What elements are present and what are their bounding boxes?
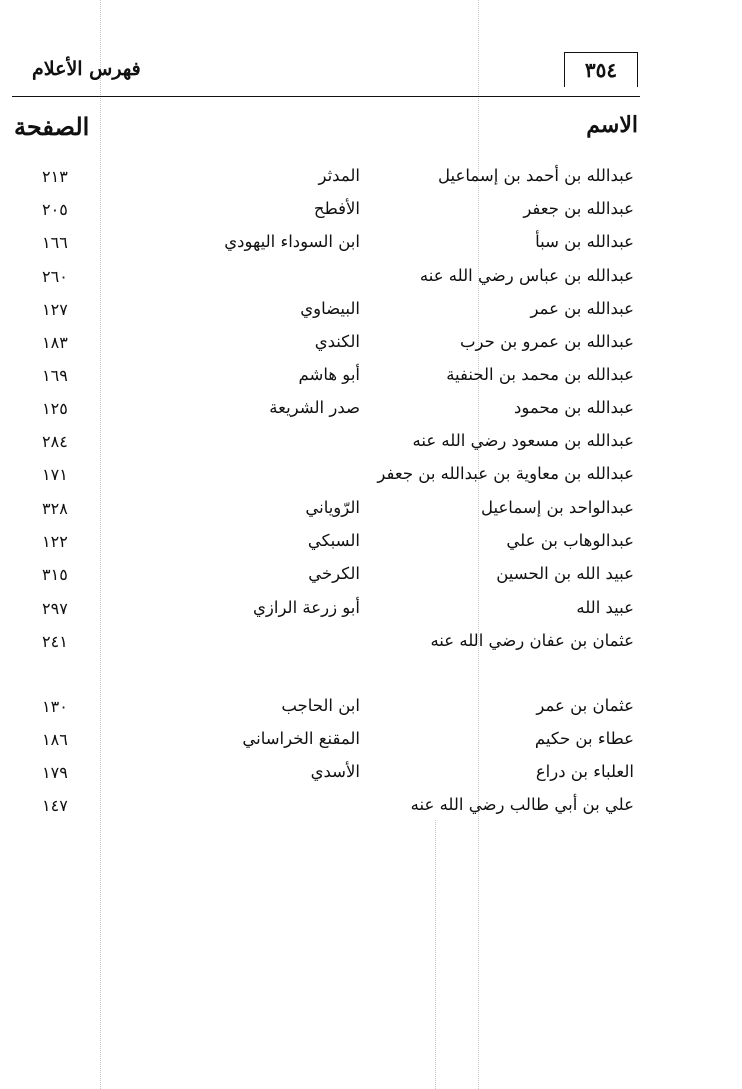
entry-name: عبدالله بن محمود: [514, 398, 634, 417]
entry-page-number: ٣٢٨: [42, 499, 68, 518]
entry-name: عثمان بن عمر: [536, 696, 634, 715]
entry-alias: ابن السوداء اليهودي: [224, 232, 360, 251]
entry-alias: المقنع الخراساني: [242, 729, 360, 748]
entry-page-number: ١٧٩: [42, 763, 68, 782]
entry-page-number: ٢١٣: [42, 167, 68, 186]
index-entry: [0, 758, 742, 790]
index-entry: [0, 361, 742, 393]
index-entry: [0, 791, 742, 823]
entry-name: علي بن أبي طالب رضي الله عنه: [410, 795, 634, 814]
index-entry: [0, 162, 742, 194]
entry-name: عبدالله بن مسعود رضي الله عنه: [412, 431, 634, 450]
entry-page-number: ١٨٣: [42, 333, 68, 352]
index-entry: [0, 262, 742, 294]
entry-name: عثمان بن عفان رضي الله عنه: [430, 631, 634, 650]
index-entry: [0, 427, 742, 459]
entry-page-number: ٣١٥: [42, 565, 68, 584]
entry-name: عبدالله بن محمد بن الحنفية: [446, 365, 634, 384]
entry-page-number: ١٢٥: [42, 399, 68, 418]
entry-page-number: ٢٨٤: [42, 432, 68, 451]
entry-name: عبدالله بن عمرو بن حرب: [460, 332, 634, 351]
entry-name: عبدالواحد بن إسماعيل: [480, 498, 634, 517]
index-entry: [0, 692, 742, 724]
entry-alias: أبو زرعة الرازي: [252, 598, 360, 617]
page-column-header: الصفحة: [14, 112, 90, 141]
entry-page-number: ١٦٩: [42, 366, 68, 385]
entry-name: عبدالله بن عمر: [530, 299, 634, 318]
entry-page-number: ١٢٢: [42, 532, 68, 551]
entry-page-number: ١٨٦: [42, 730, 68, 749]
entry-page-number: ٢٠٥: [42, 200, 68, 219]
entry-alias: صدر الشريعة: [269, 398, 360, 417]
entry-name: عبدالله بن عباس رضي الله عنه: [419, 266, 634, 285]
entry-alias: المدثر: [318, 166, 360, 185]
index-entry: [0, 560, 742, 592]
entry-alias: الرّوياني: [305, 498, 360, 517]
index-entry: [0, 195, 742, 227]
entry-page-number: ٢٩٧: [42, 599, 68, 618]
name-column-header: الاسم: [586, 112, 638, 138]
index-entry: [0, 594, 742, 626]
index-entry: [0, 328, 742, 360]
entry-page-number: ١٣٠: [42, 697, 68, 716]
entry-name: عبدالوهاب بن علي: [506, 531, 634, 550]
entry-name: عبدالله بن جعفر: [523, 199, 634, 218]
entry-alias: الكندي: [314, 332, 360, 351]
index-entry: [0, 527, 742, 559]
entry-alias: البيضاوي: [300, 299, 360, 318]
index-entry: [0, 494, 742, 526]
index-entry: [0, 627, 742, 659]
entry-name: عبيد الله: [576, 598, 634, 617]
page-number: ٣٥٤: [564, 52, 638, 87]
entry-alias: الأسدي: [310, 762, 360, 781]
entry-page-number: ٢٤١: [42, 632, 68, 651]
index-entry: [0, 394, 742, 426]
entry-alias: ابن الحاجب: [281, 696, 360, 715]
dotted-guide: [435, 820, 436, 1089]
entry-name: عبدالله بن سبأ: [535, 232, 634, 251]
entry-alias: أبو هاشم: [298, 365, 360, 384]
entry-name: العلباء بن دراع: [535, 762, 634, 781]
entry-page-number: ١٧١: [42, 465, 68, 484]
entry-page-number: ١٤٧: [42, 796, 68, 815]
entry-name: عبيد الله بن الحسين: [496, 564, 634, 583]
index-entry: [0, 228, 742, 260]
entry-alias: الكرخي: [308, 564, 360, 583]
section-title: فهرس الأعلام: [32, 58, 141, 80]
entry-page-number: ١٦٦: [42, 233, 68, 252]
entry-page-number: ٢٦٠: [42, 267, 68, 286]
entry-name: عطاء بن حكيم: [534, 729, 634, 748]
entry-page-number: ١٢٧: [42, 300, 68, 319]
entry-alias: الأفطح: [313, 199, 360, 218]
entry-name: عبدالله بن أحمد بن إسماعيل: [438, 166, 634, 185]
entry-name: عبدالله بن معاوية بن عبدالله بن جعفر: [377, 464, 634, 483]
index-entry: [0, 460, 742, 492]
page-header: [12, 50, 640, 97]
index-entry: [0, 295, 742, 327]
entry-alias: السبكي: [307, 531, 360, 550]
index-entry: [0, 725, 742, 757]
